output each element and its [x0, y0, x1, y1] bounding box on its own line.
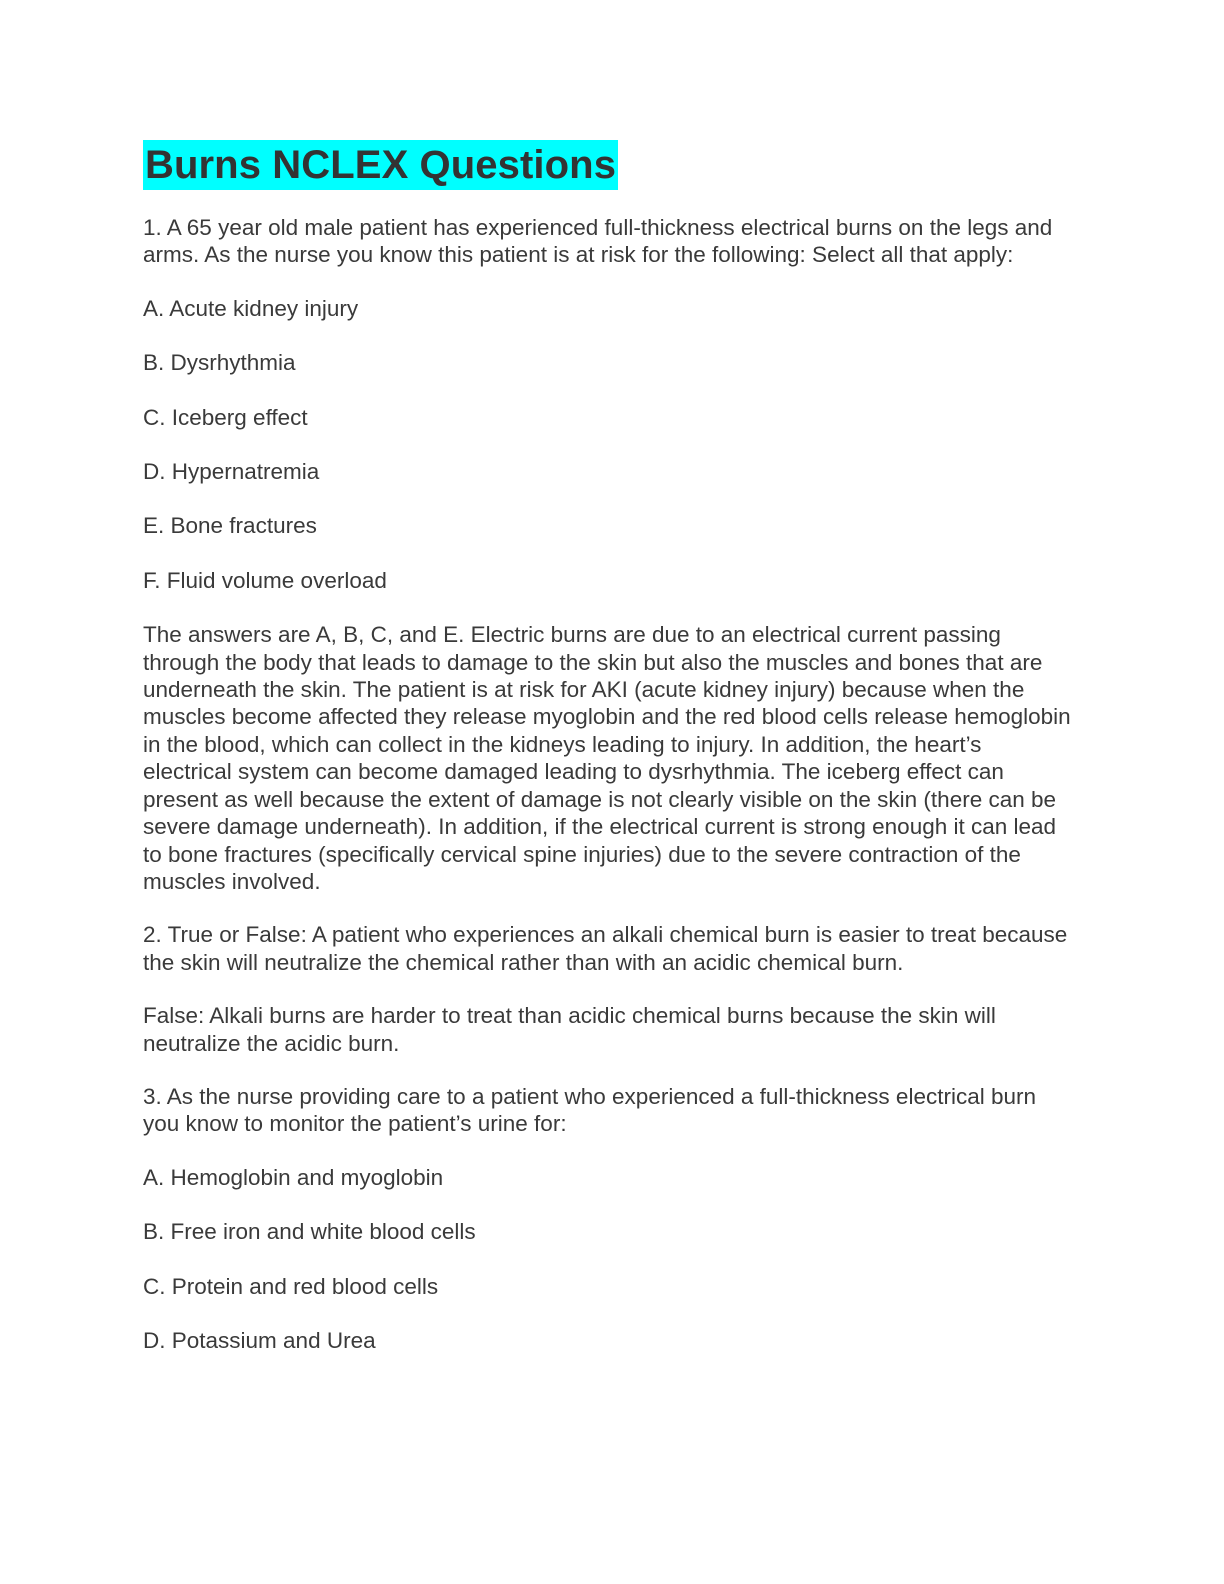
- question-1-option-b: B. Dysrhythmia: [143, 350, 296, 376]
- question-3-option-d: D. Potassium and Urea: [143, 1327, 376, 1353]
- question-1-option-a: A. Acute kidney injury: [143, 295, 359, 321]
- document-page: [143, 140, 1073, 1381]
- document-title: Burns NCLEX Questions: [143, 140, 618, 190]
- question-1-option-c: C. Iceberg effect: [143, 404, 308, 430]
- question-2: 2. True or False: A patient who experiences an alkali chemical burn is easier to treat because the skin will neutralize the chemical rather than with an acidic chemical burn.: [143, 922, 1068, 975]
- question-3: 3. As the nurse providing care to a patient who experienced a full-thickness electrical burn you know to monitor the patient’s urine for:: [143, 1083, 1037, 1137]
- question-3-option-c: C. Protein and red blood cells: [143, 1273, 439, 1299]
- question-1: 1. A 65 year old male patient has experienced full-thickness electrical burns on the legs and arms. As the nurse you know this patient is at risk for the following: Select all that apply:: [143, 215, 1053, 268]
- question-2-answer: False: Alkali burns are harder to treat than acidic chemical burns because the skin will neutralize the acidic burn.: [143, 1003, 996, 1056]
- question-1-option-d: D. Hypernatremia: [143, 459, 320, 485]
- question-1-answer: The answers are A, B, C, and E. Electric burns are due to an electrical current passing through the body that leads to damage to the skin but also the muscles and bones that are underneath the skin. The patient is at risk for AKI (acute kidney injury) because when the muscles become affected they release myoglobin and the red blood cells release hemoglobin in the blood, which can collect in the kidneys leading to injury. In addition, the heart’s electrical system can become damaged leading to dysrhythmia. The iceberg effect can present as well because the extent of damage is not clearly visible on the skin (there can be severe damage underneath). In addition, if the electrical current is strong enough it can lead to bone fractures (specifically cervical spine injuries) due to the severe contraction of the muscles involved.: [143, 622, 1071, 894]
- question-1-option-e: E. Bone fractures: [143, 513, 317, 539]
- question-3-option-a: A. Hemoglobin and myoglobin: [143, 1164, 444, 1190]
- question-3-option-b: B. Free iron and white blood cells: [143, 1219, 476, 1245]
- question-1-option-f: F. Fluid volume overload: [143, 567, 387, 593]
